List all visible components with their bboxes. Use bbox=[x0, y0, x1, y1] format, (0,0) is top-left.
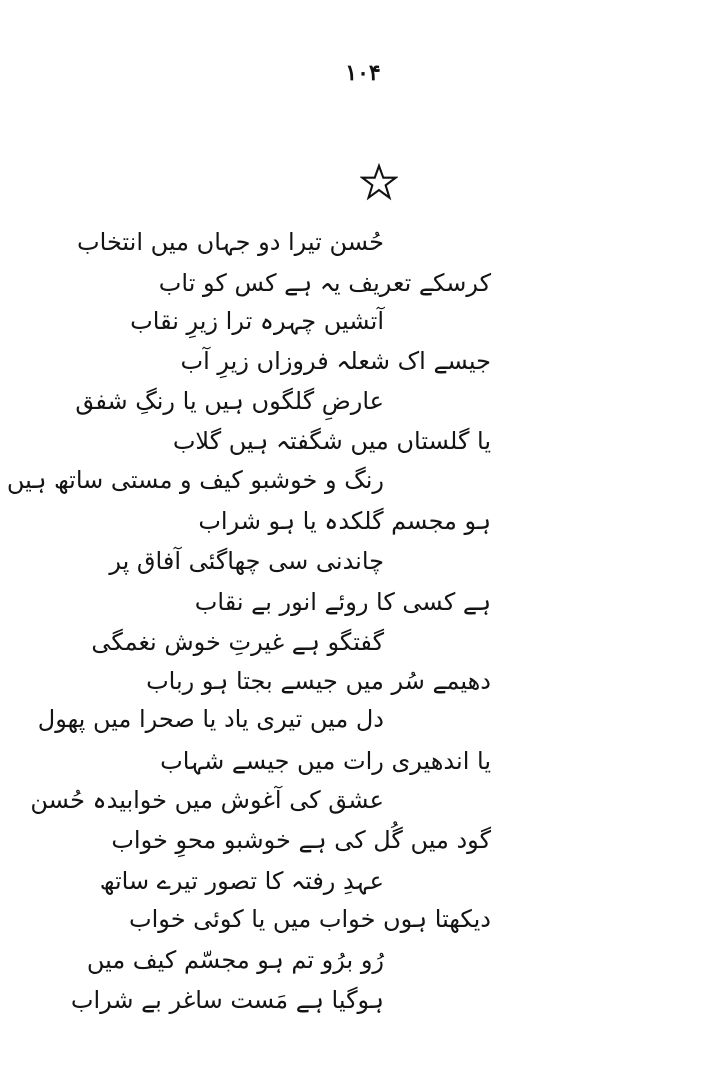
verse-line: گفتگو ہے غیرتِ خوش نغمگی bbox=[91, 628, 384, 656]
verse-line: کرسکے تعریف یہ ہے کس کو تاب bbox=[158, 269, 491, 297]
verse-line: دل میں تیری یاد یا صحرا میں پھول bbox=[37, 705, 384, 733]
verse-line: آتشیں چہرہ ترا زیرِ نقاب bbox=[130, 307, 384, 335]
verse-line: گود میں گُل کی ہے خوشبو محوِ خواب bbox=[111, 826, 491, 854]
verse-line: رنگ و خوشبو کیف و مستی ساتھ ہیں bbox=[6, 466, 384, 494]
verse-line: ہے کسی کا روئے انور بے نقاب bbox=[194, 588, 491, 616]
verse-line: دیکھتا ہوں خواب میں یا کوئی خواب bbox=[129, 905, 491, 933]
verse-line: عارضِ گلگوں ہیں یا رنگِ شفق bbox=[75, 387, 384, 415]
verse-line: ہو مجسم گلکدہ یا ہو شراب bbox=[198, 507, 491, 535]
verse-line: حُسن تیرا دو جہاں میں انتخاب bbox=[77, 228, 384, 256]
verse-line: چاندنی سی چھاگئی آفاق پر bbox=[109, 547, 384, 575]
verse-line: دھیمے سُر میں جیسے بجتا ہو رباب bbox=[146, 667, 491, 695]
verse-line: یا گلستاں میں شگفتہ ہیں گلاب bbox=[172, 427, 491, 455]
verse-line: ہوگیا ہے مَست ساغر بے شراب bbox=[70, 986, 384, 1014]
verse-line: رُو برُو تم ہو مجسّم کیف میں bbox=[86, 946, 384, 974]
verse-line: یا اندھیری رات میں جیسے شہاب bbox=[160, 747, 491, 775]
verse-line: عشق کی آغوش میں خوابیدہ حُسن bbox=[30, 786, 384, 814]
verse-line: جیسے اک شعلہ فروزاں زیرِ آب bbox=[180, 347, 491, 375]
page-number: ۱۰۴ bbox=[345, 60, 381, 86]
verse-line: عہدِ رفتہ کا تصور تیرے ساتھ bbox=[99, 867, 384, 895]
